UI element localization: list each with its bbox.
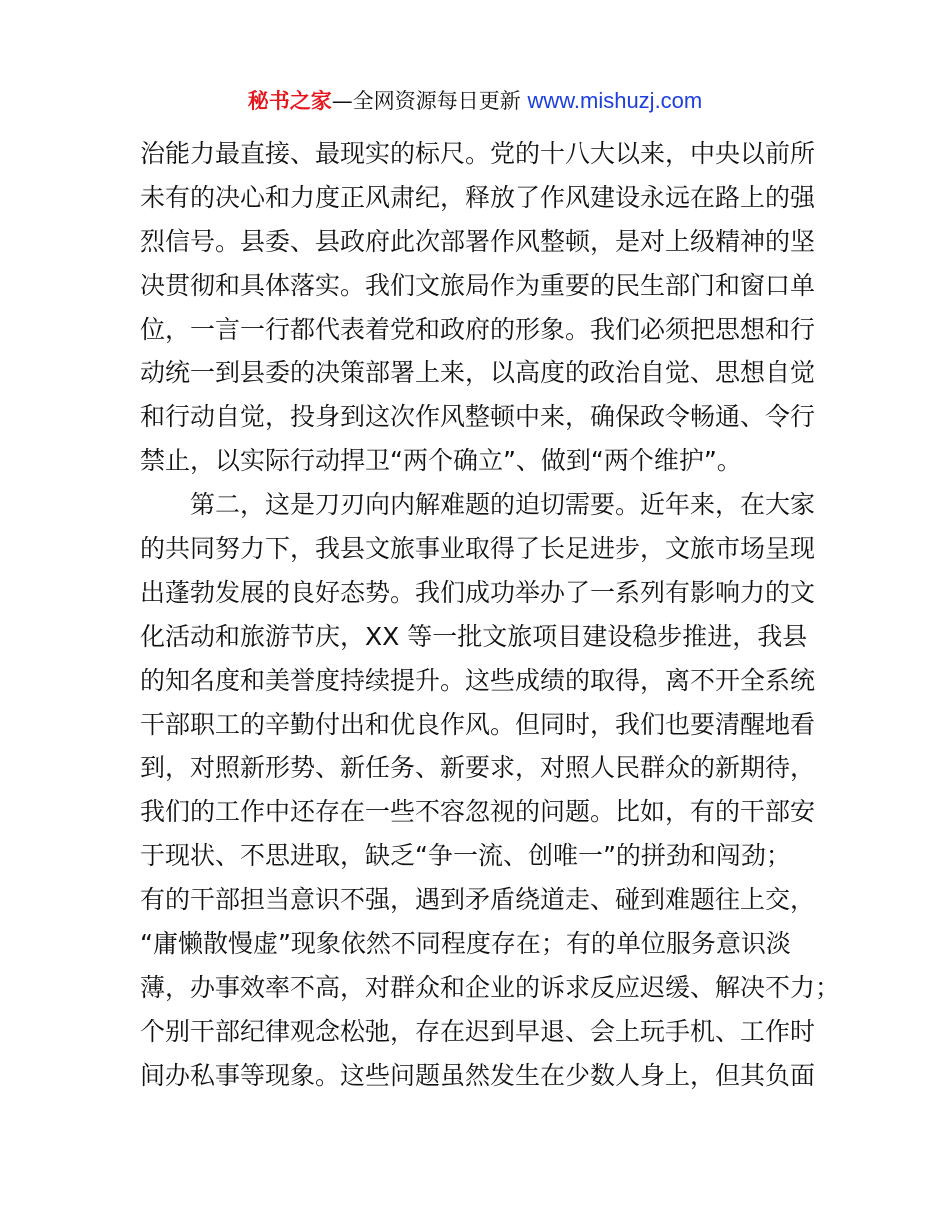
text-line: 出蓬勃发展的良好态势。我们成功举办了一系列有影响力的文 bbox=[140, 577, 816, 607]
text-line: 治能力最直接、最现实的标尺。党的十八大以来，中央以前所 bbox=[140, 139, 816, 168]
text-line: 第二，这是刀刃向内解难题的迫切需要。近年来，在大家 bbox=[190, 490, 816, 520]
text-line: 有的干部担当意识不强，遇到矛盾绕道走、碰到难题往上交， bbox=[140, 885, 816, 915]
text-line: 到，对照新形势、新任务、新要求，对照人民群众的新期待， bbox=[140, 753, 816, 783]
text-line: “庸懒散慢虚”现象依然不同程度存在；有的单位服务意识淡 bbox=[140, 929, 791, 959]
paragraph-1 bbox=[140, 132, 840, 483]
text-line: 化活动和旅游节庆，XX 等一批文旅项目建设稳步推进，我县 bbox=[140, 621, 808, 651]
header-slogan: —全网资源每日更新 bbox=[331, 89, 528, 113]
text-line: 于现状、不思进取，缺乏“争一流、创唯一”的拼劲和闯劲； bbox=[140, 841, 791, 871]
text-line: 烈信号。县委、县政府此次部署作风整顿，是对上级精神的坚 bbox=[140, 226, 816, 256]
document-body bbox=[140, 132, 840, 1098]
text-line: 我们的工作中还存在一些不容忽视的问题。比如，有的干部安 bbox=[140, 797, 816, 827]
text-line: 位，一言一行都代表着党和政府的形象。我们必须把思想和行 bbox=[140, 314, 816, 344]
text-line: 和行动自觉，投身到这次作风整顿中来，确保政令畅通、令行 bbox=[140, 402, 816, 432]
text-line: 动统一到县委的决策部署上来，以高度的政治自觉、思想自觉 bbox=[140, 358, 816, 388]
text-line: 未有的决心和力度正风肃纪，释放了作风建设永远在路上的强 bbox=[140, 182, 816, 212]
header-brand: 秘书之家 bbox=[247, 89, 332, 113]
text-line: 薄，办事效率不高，对群众和企业的诉求反应迟缓、解决不力； bbox=[140, 972, 841, 1002]
text-line: 干部职工的辛勤付出和优良作风。但同时，我们也要清醒地看 bbox=[140, 709, 816, 739]
header-site-link[interactable]: www.mishuzj.com bbox=[527, 88, 703, 113]
paragraph-2 bbox=[140, 483, 840, 1097]
text-line: 个别干部纪律观念松弛，存在迟到早退、会上玩手机、工作时 bbox=[140, 1016, 816, 1046]
page-header bbox=[0, 86, 950, 116]
text-line: 的共同努力下，我县文旅事业取得了长足进步，文旅市场呈现 bbox=[140, 534, 816, 564]
text-line: 的知名度和美誉度持续提升。这些成绩的取得，离不开全系统 bbox=[140, 665, 816, 695]
text-line: 决贯彻和具体落实。我们文旅局作为重要的民生部门和窗口单 bbox=[140, 270, 816, 300]
text-line: 禁止，以实际行动捍卫“两个确立”、做到“两个维护”。 bbox=[140, 446, 742, 476]
text-line: 间办私事等现象。这些问题虽然发生在少数人身上，但其负面 bbox=[140, 1060, 816, 1090]
